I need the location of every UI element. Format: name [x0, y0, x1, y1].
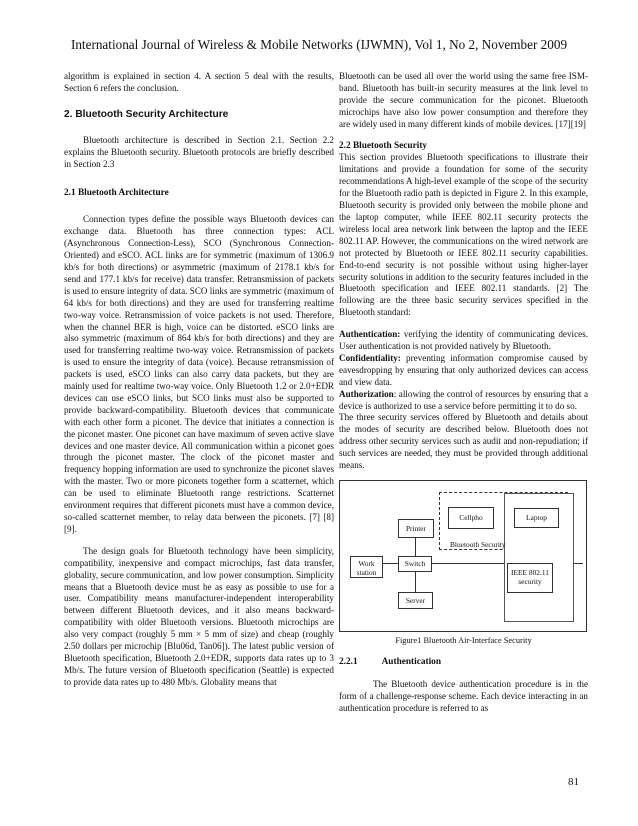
- section-2-1-title: 2.1 Bluetooth Architecture: [64, 188, 169, 199]
- page-number: 81: [568, 776, 579, 788]
- section-2-2-title: 2.2 Bluetooth Security: [339, 140, 428, 151]
- section-2-2-paragraph: This section provides Bluetooth specifications to illustrate their limitations and provide a foundation for some of the security recommendations A high-level example of the scope of the security for the Bluetooth radio path is depicted in Figure 2. In this example, Bluetooth security is provided only between the mobile phone and the laptop computer, while IEEE 802.11 security protects the wireless local area network link between the laptop and the IEEE 802.11 AP. However, the communications on the wired network are not protected by Bluetooth or IEEE 802.11 security capabilities. End-to-end security is not possible without using higher-layer security solutions in addition to the security features included in the Bluetooth specification and IEEE 802.11 standards. [2] The following are the three basic security services specified in the Bluetooth standard:: [339, 152, 588, 318]
- bluetooth-security-label: Bluetooth Security: [450, 540, 506, 549]
- switch-node: Switch: [398, 556, 432, 572]
- section-2-2-1-number: 2.2.1: [339, 656, 358, 667]
- authentication-term: Authentication:: [339, 329, 401, 340]
- figure-caption: Figure1 Bluetooth Air-Interface Security: [395, 636, 532, 645]
- section-2-1-paragraph-1: Connection types define the possible ways Bluetooth devices can exchange data. Bluetooth has three connection types: ACL (Asynchronous Connection-Less), SCO (Synchronous Connection-Oriented) and eSCO. ACL links are for symmetric (maximum of 1306.9 kb/s for both directions) or asymmetric (maximum of 2178.1 kb/s for send and 177.1 kb/s for receive) data transfer. Retransmission of packets is used to ensure integrity of data. SCO links are symmetric (maximum of 64 kb/s for both directions) and they are used for transferring realtime two-way voice. Retransmission of voice packets is not used. Therefore, when the channel BER is high, voice can be distorted. eSCO links are also symmetric (maximum of 864 kb/s for both directions) and they are used for transferring realtime two-way voice. Retransmission of packets is used to ensure the integrity of data (voice). Because retransmission of packets is used, eSCO links can also carry data packets, but they are mainly used for realtime two-way voice. Only Bluetooth 1.2 or 2.0+EDR devices can use eSCO links, but SCO links must also be supported to provide backward-compatibility. Bluetooth devices that communicate with each other form a piconet. The device that initiates a connection is the piconet master. One piconet can have maximum of seven active slave devices and one master device. All communication within a piconet goes through the piconet master. The clock of the piconet master and frequency hopping information are used to synchronize the piconet slaves with the master. Two or more piconets together form a scatternet, which can be used to eliminate Bluetooth range restrictions. Scatternet environment requires that different piconets must have a common device, so-called scatternet member, to relay data between the piconets. [7] [8] [9].: [64, 214, 334, 534]
- section-2-2-1-title: [339, 657, 588, 669]
- authentication-item: [339, 329, 588, 353]
- confidentiality-text: preventing information compromise caused by eavesdropping by ensuring that only authorized devices can access and view data.: [339, 352, 588, 387]
- laptop-node: Laptop: [514, 508, 559, 528]
- intro-paragraph: algorithm is explained in section 4. A section 5 deal with the results, Section 6 refers the conclusion.: [64, 71, 334, 93]
- right-column: [339, 71, 588, 715]
- authorization-item: [339, 389, 588, 413]
- journal-header: International Journal of Wireless & Mobile Networks (IJWMN), Vol 1, No 2, November 2009: [70, 37, 568, 52]
- cellphone-node: Cellpho: [448, 507, 494, 529]
- authentication-text: verifying the identity of communicating devices. User authentication is not provided natively by Bluetooth.: [339, 329, 588, 352]
- section-2-title: 2. Bluetooth Security Architecture: [64, 108, 229, 120]
- authorization-term: Authorization: [339, 388, 394, 399]
- server-node: Server: [398, 592, 433, 609]
- ieee-802-11-node: IEEE 802.11 security: [507, 563, 553, 593]
- security-services-paragraph: The three security services offered by Bluetooth and details about the modes of security are described below. Bluetooth does not address other security services such as audit and non-repudiation; if such services are needed, they must be provided through additional means.: [339, 412, 588, 471]
- authorization-text: : allowing the control of resources by ensuring that a device is authorized to use a service before permitting it to do so.: [339, 388, 588, 411]
- section-2-2-1-paragraph: The Bluetooth device authentication procedure is in the form of a challenge-response scheme. Each device interacting in an authentication procedure is referred to as: [339, 678, 588, 713]
- work-station-node: Work station: [350, 556, 383, 578]
- confidentiality-term: Confidentiality:: [339, 352, 401, 363]
- section-2-1-paragraph-2: The design goals for Bluetooth technology have been simplicity, compatibility, inexpensive and compact microchips, fast data transfer, globality, secure communication, and low power consumption. Simplicity means that a Bluetooth device must be as easy as possible to use for a user. Compatibility means manufacturer-independent interoperability between different Bluetooth devices, and it also means backward-compatibility with older Bluetooth versions. Bluetooth microchips are also very compact (roughly 5 mm × 5 mm of size) and cheap (roughly 2.50 dollars per microchip [Blu06d, Tan06]). The latest public version of Bluetooth specification, Bluetooth 2.0+EDR, supports data rates up to 3 Mb/s. The future version of Bluetooth specification (Seattle) is expected to provide data rates up to 480 Mb/s. Globality means that: [64, 545, 334, 687]
- confidentiality-item: [339, 353, 588, 389]
- bluetooth-paragraph: Bluetooth can be used all over the world using the same free ISM-band. Bluetooth has built-in security measures at the link level to provide the secure communication for the piconet. Bluetooth microchips have also low power consumption and therefore they are widely used in many different kinds of mobile devices. [17][19]: [339, 71, 588, 129]
- printer-node: Printer: [398, 519, 434, 538]
- left-column: [64, 71, 334, 689]
- figure-1-diagram: [339, 480, 587, 632]
- section-2-paragraph: Bluetooth architecture is described in Section 2.1. Section 2.2 explains the Bluetooth security. Bluetooth protocols are briefly described in Section 2.3: [64, 134, 334, 169]
- section-2-2-1-heading: Authentication: [381, 656, 441, 667]
